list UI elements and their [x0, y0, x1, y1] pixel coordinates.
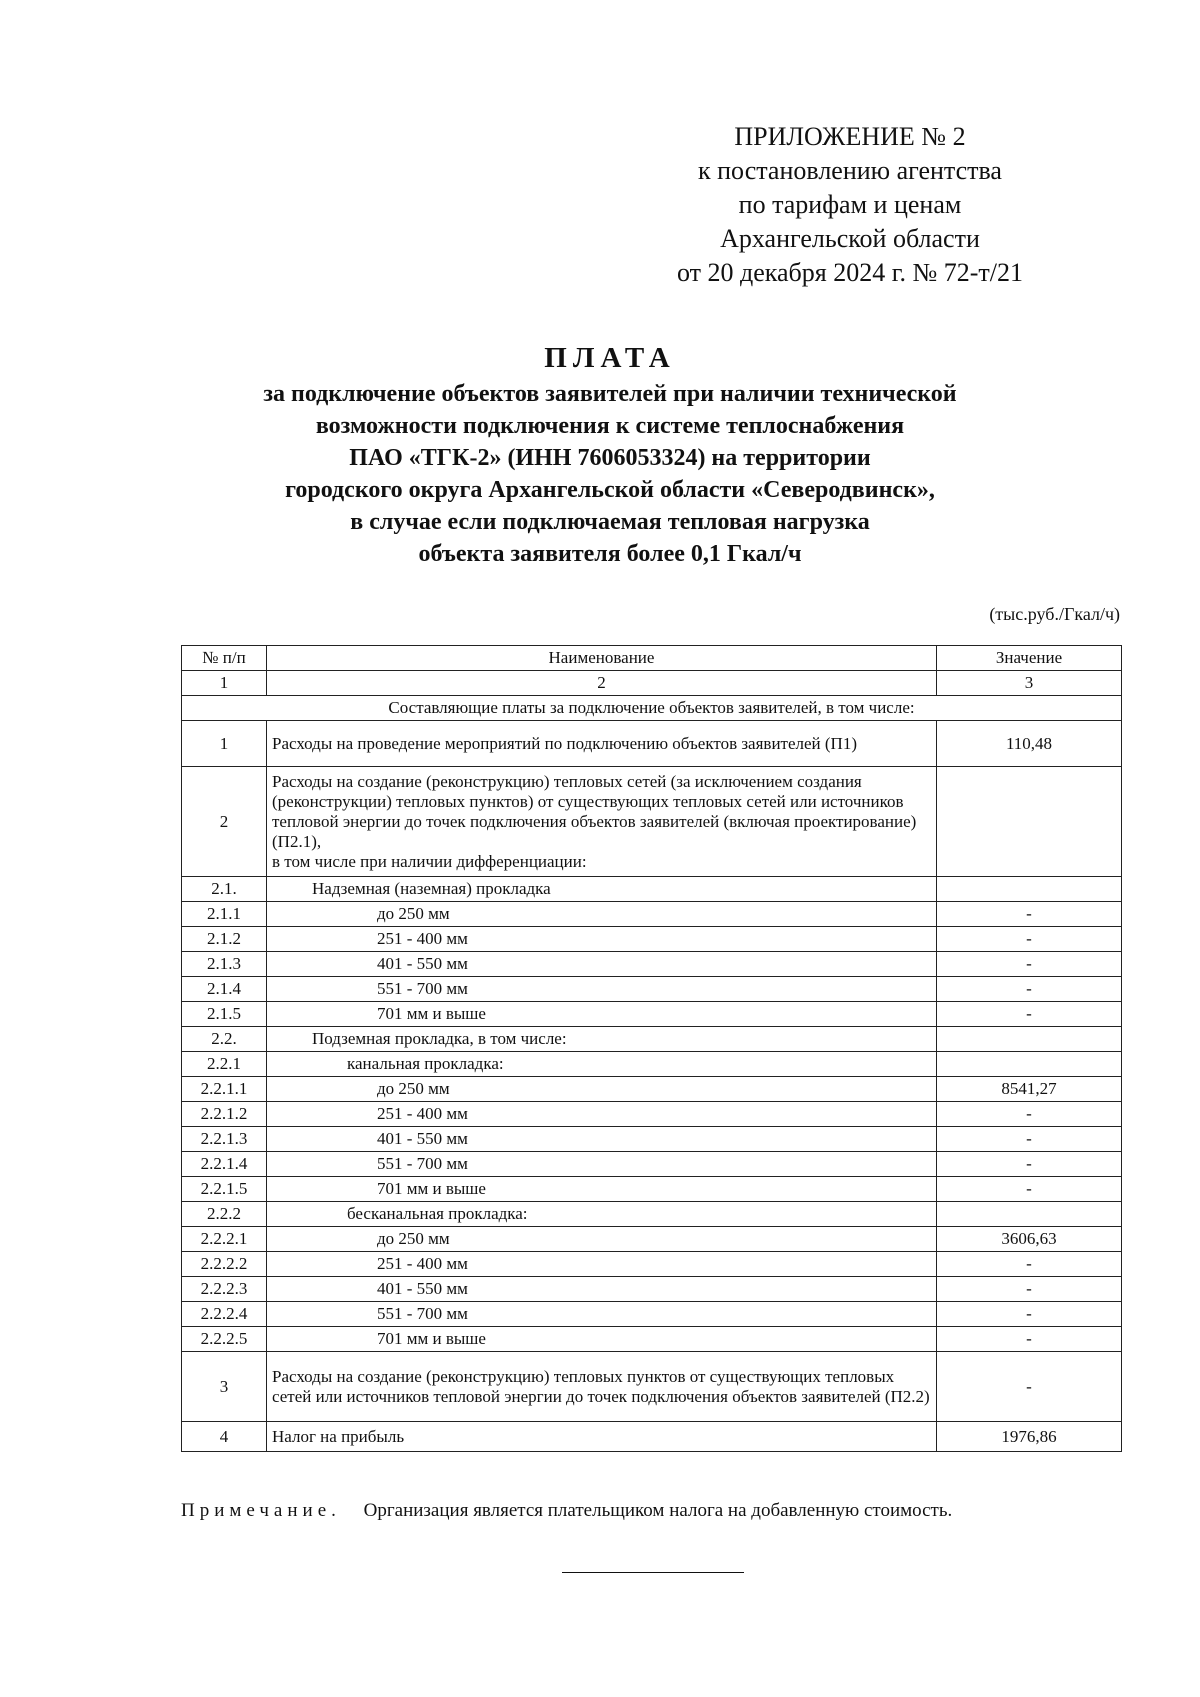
- row-number-cell: 2.1.: [182, 877, 267, 902]
- row-number-cell: 2.2.1.4: [182, 1152, 267, 1177]
- title-line: городского округа Архангельской области «Северодвинск»,: [285, 477, 935, 503]
- table-row: [182, 1002, 1122, 1027]
- row-number-cell: 2.1.1: [182, 902, 267, 927]
- note: [181, 1500, 1141, 1522]
- appendix-line: от 20 декабря 2024 г. № 72-т/21: [676, 258, 1024, 287]
- row-name-cell: 551 - 700 мм: [267, 1302, 937, 1327]
- index-cell: 2: [267, 671, 937, 696]
- appendix-block: [640, 120, 1060, 290]
- table-row: [182, 721, 1122, 767]
- table-row: [182, 1102, 1122, 1127]
- row-name-cell: 701 мм и выше: [267, 1002, 937, 1027]
- row-name-cell: до 250 мм: [267, 1227, 937, 1252]
- title-line: возможности подключения к системе теплоснабжения: [315, 413, 905, 439]
- row-name-cell: 251 - 400 мм: [267, 1102, 937, 1127]
- row-name-cell: Расходы на создание (реконструкцию) тепловых пунктов от существующих тепловых сетей или источников тепловой энергии до точек подключения объектов заявителей (П2.2): [267, 1352, 937, 1422]
- row-number-cell: 2.2.2.1: [182, 1227, 267, 1252]
- row-name-cell: канальная прокладка:: [267, 1052, 937, 1077]
- row-value-cell: -: [937, 1327, 1122, 1352]
- row-number-cell: 2.2.: [182, 1027, 267, 1052]
- row-number-cell: 2.1.2: [182, 927, 267, 952]
- row-number-cell: 2.2.1.2: [182, 1102, 267, 1127]
- table-index-row: [182, 671, 1122, 696]
- row-value-cell: 8541,27: [937, 1077, 1122, 1102]
- table-row: [182, 1127, 1122, 1152]
- table-row: [182, 877, 1122, 902]
- row-value-cell: [937, 1052, 1122, 1077]
- row-value-cell: -: [937, 1002, 1122, 1027]
- table-row: [182, 1202, 1122, 1227]
- appendix-line: к постановлению агентства: [698, 156, 1002, 185]
- table-row: [182, 1152, 1122, 1177]
- table-row: [182, 927, 1122, 952]
- row-value-cell: -: [937, 1302, 1122, 1327]
- row-name-cell: 551 - 700 мм: [267, 1152, 937, 1177]
- section-cell: Составляющие платы за подключение объектов заявителей, в том числе:: [182, 696, 1122, 721]
- row-value-cell: [937, 767, 1122, 877]
- table-row: [182, 767, 1122, 877]
- row-number-cell: 2.2.2.5: [182, 1327, 267, 1352]
- row-name-cell: до 250 мм: [267, 902, 937, 927]
- row-name-cell: 401 - 550 мм: [267, 1277, 937, 1302]
- row-number-cell: 2.2.2.3: [182, 1277, 267, 1302]
- row-name-cell: 251 - 400 мм: [267, 927, 937, 952]
- row-number-cell: 2.2.1.5: [182, 1177, 267, 1202]
- fees-table: [181, 645, 1122, 1452]
- table-row: [182, 1277, 1122, 1302]
- row-value-cell: -: [937, 1352, 1122, 1422]
- table-row: [182, 1252, 1122, 1277]
- row-value-cell: 3606,63: [937, 1227, 1122, 1252]
- table-row: [182, 1422, 1122, 1452]
- index-cell: 1: [182, 671, 267, 696]
- title-line: объекта заявителя более 0,1 Гкал/ч: [418, 541, 802, 567]
- row-name-cell: 401 - 550 мм: [267, 1127, 937, 1152]
- index-cell: 3: [937, 671, 1122, 696]
- appendix-line: по тарифам и ценам: [738, 190, 962, 219]
- row-value-cell: -: [937, 977, 1122, 1002]
- table-row: [182, 1227, 1122, 1252]
- row-value-cell: 110,48: [937, 721, 1122, 767]
- table-row: [182, 952, 1122, 977]
- row-name-cell: Расходы на создание (реконструкцию) тепловых сетей (за исключением создания (реконструкции) тепловых пунктов) от существующих тепловых сетей или источников тепловой энергии до точек подключения объектов заявителей (включая проектирование) (П2.1), в том числе при наличии дифференциации:: [267, 767, 937, 877]
- table-row: [182, 902, 1122, 927]
- row-value-cell: -: [937, 927, 1122, 952]
- row-number-cell: 2.2.1.1: [182, 1077, 267, 1102]
- row-name-cell: Подземная прокладка, в том числе:: [267, 1027, 937, 1052]
- row-name-cell: 251 - 400 мм: [267, 1252, 937, 1277]
- row-number-cell: 1: [182, 721, 267, 767]
- table-section-row: [182, 696, 1122, 721]
- row-name-cell: 701 мм и выше: [267, 1327, 937, 1352]
- title-line: ПАО «ТГК-2» (ИНН 7606053324) на территории: [349, 445, 871, 471]
- document-title: [160, 340, 1060, 570]
- appendix-line: ПРИЛОЖЕНИЕ № 2: [734, 122, 966, 151]
- row-number-cell: 2.2.2: [182, 1202, 267, 1227]
- closing-rule: [562, 1572, 744, 1573]
- row-name-cell: Налог на прибыль: [267, 1422, 937, 1452]
- row-value-cell: -: [937, 1177, 1122, 1202]
- row-name-cell: Надземная (наземная) прокладка: [267, 877, 937, 902]
- units-label: (тыс.руб./Гкал/ч): [989, 604, 1120, 624]
- header-cell-number: № п/п: [182, 646, 267, 671]
- table-row: [182, 1052, 1122, 1077]
- row-value-cell: -: [937, 952, 1122, 977]
- table-header-row: [182, 646, 1122, 671]
- table-row: [182, 1077, 1122, 1102]
- row-name-cell: 701 мм и выше: [267, 1177, 937, 1202]
- appendix-line: Архангельской области: [720, 224, 980, 253]
- row-number-cell: 4: [182, 1422, 267, 1452]
- table-row: [182, 1302, 1122, 1327]
- row-value-cell: -: [937, 1152, 1122, 1177]
- header-cell-name: Наименование: [267, 646, 937, 671]
- row-number-cell: 2.2.2.4: [182, 1302, 267, 1327]
- row-number-cell: 2.2.2.2: [182, 1252, 267, 1277]
- row-value-cell: [937, 1027, 1122, 1052]
- note-label: Примечание.: [181, 1500, 341, 1521]
- row-value-cell: -: [937, 1127, 1122, 1152]
- table-row: [182, 1352, 1122, 1422]
- row-value-cell: -: [937, 1277, 1122, 1302]
- row-number-cell: 2.1.4: [182, 977, 267, 1002]
- note-text: Организация является плательщиком налога на добавленную стоимость.: [363, 1500, 953, 1521]
- header-cell-value: Значение: [937, 646, 1122, 671]
- row-number-cell: 3: [182, 1352, 267, 1422]
- table-row: [182, 1177, 1122, 1202]
- title-line: в случае если подключаемая тепловая нагрузка: [350, 509, 870, 535]
- row-number-cell: 2.2.1.3: [182, 1127, 267, 1152]
- row-name-cell: 551 - 700 мм: [267, 977, 937, 1002]
- row-number-cell: 2.1.3: [182, 952, 267, 977]
- row-value-cell: -: [937, 1252, 1122, 1277]
- table-row: [182, 1327, 1122, 1352]
- table-row: [182, 977, 1122, 1002]
- row-name-cell: 401 - 550 мм: [267, 952, 937, 977]
- row-value-cell: [937, 877, 1122, 902]
- title-main: ПЛАТА: [544, 342, 676, 374]
- row-name-cell: до 250 мм: [267, 1077, 937, 1102]
- row-number-cell: 2.1.5: [182, 1002, 267, 1027]
- table-row: [182, 1027, 1122, 1052]
- row-number-cell: 2: [182, 767, 267, 877]
- row-value-cell: [937, 1202, 1122, 1227]
- row-value-cell: 1976,86: [937, 1422, 1122, 1452]
- row-name-cell: бесканальная прокладка:: [267, 1202, 937, 1227]
- row-name-cell: Расходы на проведение мероприятий по подключению объектов заявителей (П1): [267, 721, 937, 767]
- title-line: за подключение объектов заявителей при наличии технической: [263, 381, 957, 407]
- row-value-cell: -: [937, 902, 1122, 927]
- row-value-cell: -: [937, 1102, 1122, 1127]
- row-number-cell: 2.2.1: [182, 1052, 267, 1077]
